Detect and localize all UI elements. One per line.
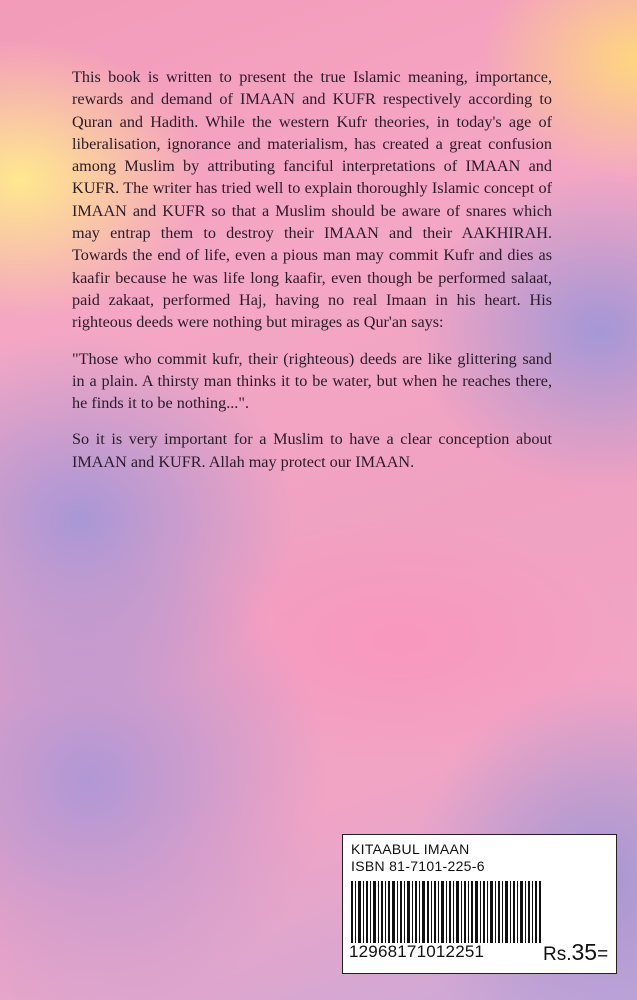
price-label bbox=[342, 834, 617, 974]
blurb-paragraph-intro: This book is written to present the true Islamic meaning, importance, rewards and demand of IMAAN and KUFR respectively according to Quran and Hadith. While the western Kufr theories, in today's age of liberalisation, ignorance and materialism, has created a great confusion among Muslim by attributing fanciful interpretations of IMAAN and KUFR. The writer has tried well to explain thoroughly Islamic concept of IMAAN and KUFR so that a Muslim should be aware of snares which may entrap them to destroy their IMAAN and their AAKHIRAH. Towards the end of life, even a pious man may commit Kufr and dies as kaafir because he was life long kaafir, even though be performed salaat, paid zakaat, performed Haj, having no real Imaan in his heart. His righteous deeds were nothing but mirages as Qur'an says: bbox=[72, 68, 552, 332]
blurb-quote: "Those who commit kufr, their (righteous) deeds are like glittering sand in a plain. A thirsty man thinks it to be water, but when he reaches there, he finds it to be nothing...". bbox=[72, 349, 552, 413]
price-amount: 35 bbox=[571, 939, 598, 965]
label-book-title: KITAABUL IMAAN bbox=[351, 841, 470, 857]
barcode bbox=[351, 881, 541, 943]
barcode-number: 12968171012251 bbox=[349, 942, 485, 961]
blurb-text bbox=[72, 66, 552, 487]
price-suffix: = bbox=[597, 944, 609, 965]
price bbox=[543, 939, 608, 966]
price-prefix: Rs. bbox=[543, 944, 572, 965]
label-isbn: ISBN 81-7101-225-6 bbox=[351, 858, 485, 874]
blurb-paragraph-closing: So it is very important for a Muslim to have a clear conception about IMAAN and KUFR. Allah may protect our IMAAN. bbox=[72, 430, 552, 471]
